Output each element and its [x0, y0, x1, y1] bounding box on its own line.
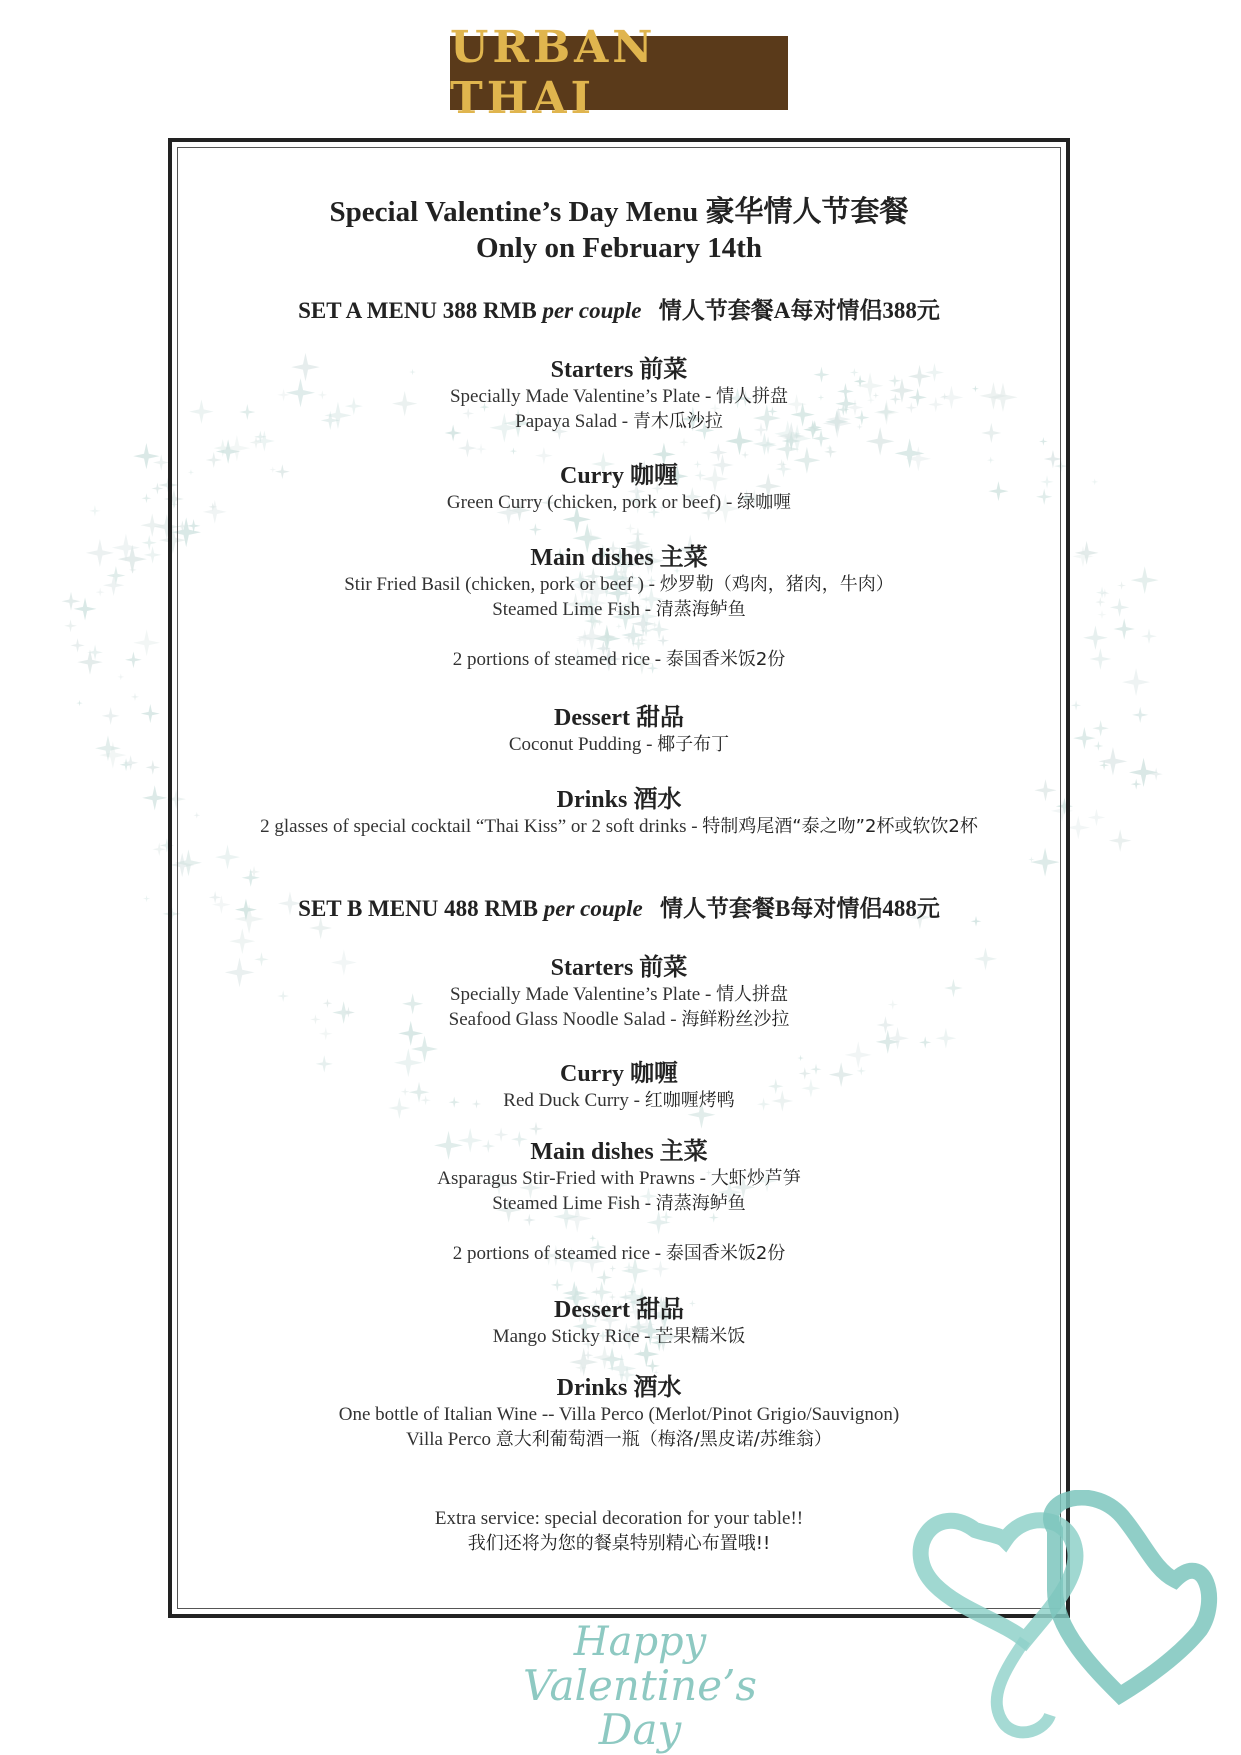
set-b-drinks — [168, 1374, 1070, 1452]
menu-item: Papaya Salad - 青木瓜沙拉 — [515, 411, 723, 432]
menu-item: Villa Perco 意大利葡萄酒一瓶（梅洛/黑皮诺/苏维翁） — [406, 1429, 832, 1450]
extra-service-zh: 我们还将为您的餐桌特别精心布置哦!! — [467, 1533, 771, 1554]
menu-item: Specially Made Valentine’s Plate - 情人拼盘 — [449, 984, 789, 1005]
menu-item: Mango Sticky Rice - 芒果糯米饭 — [492, 1326, 746, 1347]
set-a-dessert — [168, 704, 1070, 757]
section-title: Drinks 酒水 — [556, 787, 682, 813]
logo-text: URBAN THAI — [450, 22, 657, 124]
menu-item: Coconut Pudding - 椰子布丁 — [508, 734, 730, 755]
ribbon-hearts-icon — [905, 1490, 1225, 1750]
section-title: Starters 前菜 — [550, 357, 688, 383]
set-b-main — [168, 1138, 1070, 1266]
set-b-starters — [168, 954, 1070, 1032]
menu-item: 2 portions of steamed rice - 泰国香米饭2份 — [452, 649, 786, 670]
set-a-title: SET A MENU 388 RMB per couple 情人节套餐A每对情侣388元 — [298, 298, 940, 323]
set-b-curry — [168, 1060, 1070, 1113]
urban-thai-logo — [450, 22, 788, 124]
section-title: Main dishes 主菜 — [530, 545, 708, 571]
set-a-curry — [168, 462, 1070, 515]
menu-item: Stir Fried Basil (chicken, pork or beef ) - 炒罗勒（鸡肉，猪肉，牛肉） — [344, 574, 894, 595]
menu-item: Seafood Glass Noodle Salad - 海鲜粉丝沙拉 — [448, 1009, 790, 1030]
menu-item: Specially Made Valentine’s Plate - 情人拼盘 — [449, 386, 789, 407]
set-a-main — [168, 544, 1070, 672]
extra-service-en: Extra service: special decoration for your table!! — [434, 1508, 804, 1529]
menu-item: Green Curry (chicken, pork or beef) - 绿咖喱 — [446, 492, 792, 513]
happy-valentines-greeting — [490, 1620, 790, 1752]
greeting-line-2: Valentine’s Day — [523, 1661, 757, 1754]
set-b-dessert — [168, 1296, 1070, 1349]
menu-item: Steamed Lime Fish - 清蒸海鲈鱼 — [492, 1193, 746, 1214]
set-a-drinks — [168, 786, 1070, 839]
menu-item: Red Duck Curry - 红咖喱烤鸭 — [503, 1090, 735, 1111]
menu-subtitle: Only on February 14th — [476, 232, 762, 264]
section-title: Drinks 酒水 — [556, 1375, 682, 1401]
menu-item: Asparagus Stir-Fried with Prawns - 大虾炒芦笋 — [437, 1168, 801, 1189]
menu-item: 2 portions of steamed rice - 泰国香米饭2份 — [452, 1243, 786, 1264]
section-title: Curry 咖喱 — [560, 1061, 678, 1087]
section-title: Main dishes 主菜 — [530, 1139, 708, 1165]
set-a-starters — [168, 356, 1070, 434]
menu-item: One bottle of Italian Wine -- Villa Perco (Merlot/Pinot Grigio/Sauvignon) — [338, 1404, 900, 1425]
menu-item: 2 glasses of special cocktail “Thai Kiss” or 2 soft drinks - 特制鸡尾酒“泰之吻”2杯或软饮2杯 — [260, 816, 978, 837]
menu-title: Special Valentine’s Day Menu 豪华情人节套餐 — [329, 196, 909, 228]
greeting-line-1: Happy — [573, 1619, 707, 1665]
section-title: Starters 前菜 — [550, 955, 688, 981]
menu-item: Steamed Lime Fish - 清蒸海鲈鱼 — [492, 599, 746, 620]
set-b-title: SET B MENU 488 RMB per couple 情人节套餐B每对情侣488元 — [298, 896, 940, 921]
section-title: Curry 咖喱 — [560, 463, 678, 489]
section-title: Dessert 甜品 — [554, 1297, 684, 1323]
section-title: Dessert 甜品 — [554, 705, 684, 731]
